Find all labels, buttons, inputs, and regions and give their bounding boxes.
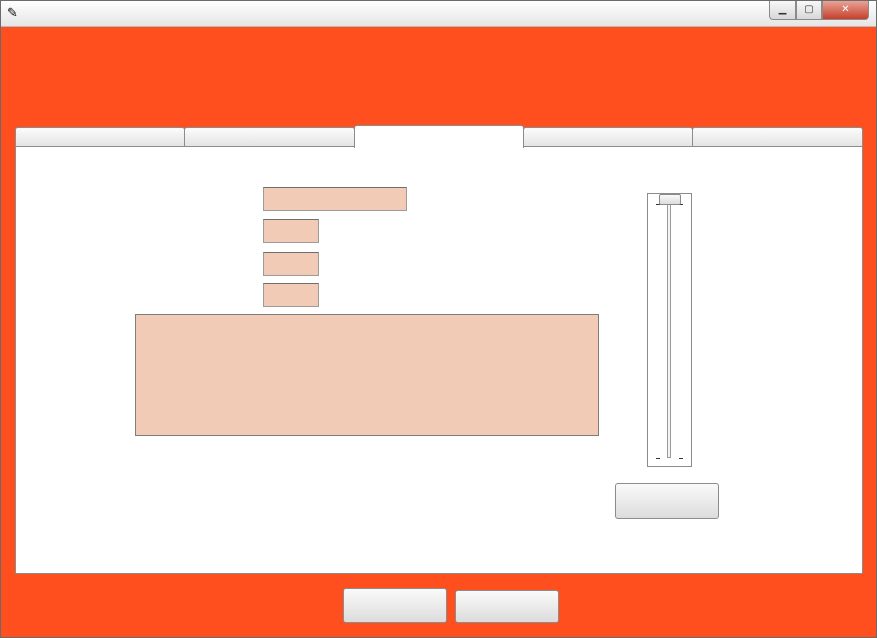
app-icon: ✎ [7,6,18,21]
diet-days-field[interactable] [263,219,319,243]
tab-diet-prescription[interactable] [523,127,693,147]
final-weight-field[interactable] [263,283,319,307]
prescribe-diet-button[interactable] [615,483,719,519]
weight-loss-slider[interactable] [647,193,692,467]
maximize-button[interactable]: ▢ [796,1,822,20]
tab-personal-info[interactable] [15,127,185,147]
tab-substitution-list[interactable] [692,127,863,147]
recommendation-memo[interactable] [135,314,599,436]
slider-track[interactable] [667,204,671,458]
tab-diet-calorie[interactable] [354,125,524,148]
about-app-button[interactable] [455,590,559,623]
calorie-field[interactable] [263,187,407,211]
slider-tick-bottom [656,458,660,459]
slider-tick-bottom-right [679,458,683,459]
about-pro-app-button[interactable] [343,588,447,623]
tab-strip [15,127,863,147]
diet-weeks-field[interactable] [263,252,319,276]
tab-bmi-calculation[interactable] [184,127,355,147]
slider-thumb[interactable] [659,194,681,205]
close-button[interactable]: ✕ [822,1,869,20]
minimize-button[interactable]: ▁ [769,1,796,20]
title-bar[interactable] [1,1,876,27]
